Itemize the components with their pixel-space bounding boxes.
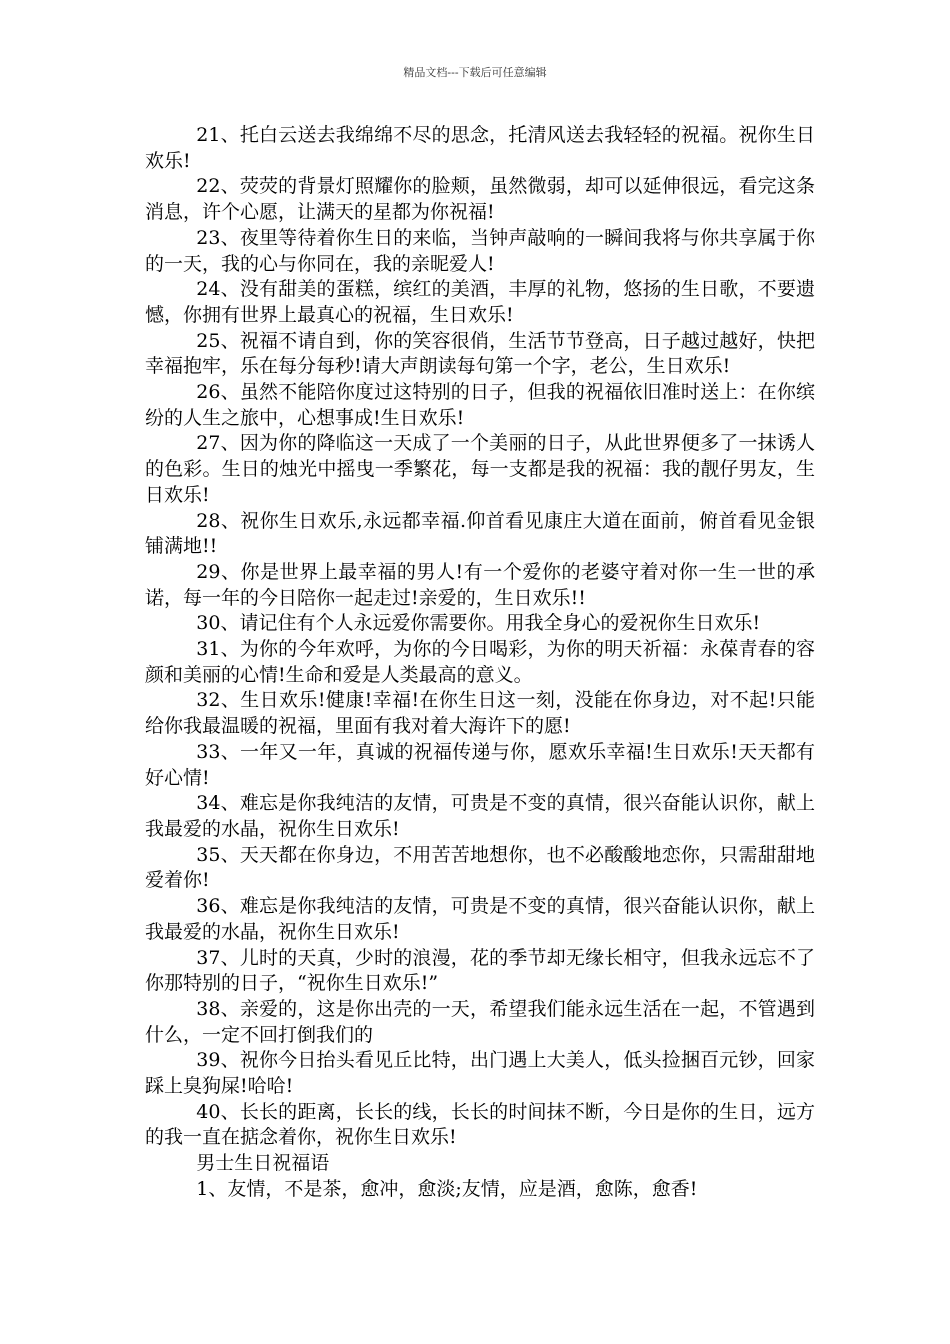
document-body (145, 123, 815, 1203)
paragraph-37: 37、儿时的天真，少时的浪漫，花的季节却无缘长相守，但我永远忘不了你那特别的日子，“祝你生日欢乐!” (145, 946, 815, 995)
paragraph-35: 35、天天都在你身边，不用苦苦地想你，也不必酸酸地恋你，只需甜甜地爱着你! (145, 843, 815, 892)
paragraph-29: 29、你是世界上最幸福的男人!有一个爱你的老婆守着对你一生一世的承诺，每一年的今日陪你一起走过!亲爱的，生日欢乐!! (145, 560, 815, 609)
section-heading: 男士生日祝福语 (196, 1152, 330, 1175)
page-header: 精品文档---下载后可任意编辑 (403, 66, 547, 79)
paragraph-31: 31、为你的今年欢呼，为你的今日喝彩，为你的明天祈福：永葆青春的容颜和美丽的心情!生命和爱是人类最高的意义。 (145, 638, 815, 686)
paragraph-25: 25、祝福不请自到，你的笑容很俏，生活节节登高，日子越过越好，快把幸福抱牢，乐在每分每秒!请大声朗读每句第一个字，老公，生日欢乐! (145, 329, 815, 378)
paragraph-27: 27、因为你的降临这一天成了一个美丽的日子，从此世界便多了一抹诱人的色彩。生日的烛光中摇曳一季繁花，每一支都是我的祝福：我的靓仔男友，生日欢乐! (145, 432, 815, 506)
paragraph-men-1: 1、友情，不是茶，愈冲，愈淡;友情，应是酒，愈陈，愈香! (196, 1177, 698, 1200)
paragraph-34: 34、难忘是你我纯洁的友情，可贵是不变的真情，很兴奋能认识你，献上我最爱的水晶，祝你生日欢乐! (145, 792, 815, 840)
paragraph-39: 39、祝你今日抬头看见丘比特，出门遇上大美人，低头捡捆百元钞，回家踩上臭狗屎!哈哈! (145, 1049, 815, 1098)
paragraph-38: 38、亲爱的，这是你出壳的一天，希望我们能永远生活在一起，不管遇到什么，一定不回打倒我们的 (145, 997, 815, 1046)
paragraph-32: 32、生日欢乐!健康!幸福!在你生日这一刻，没能在你身边，对不起!只能给你我最温暖的祝福，里面有我对着大海许下的愿! (145, 689, 815, 738)
paragraph-28: 28、祝你生日欢乐,永远都幸福.仰首看见康庄大道在面前，俯首看见金银铺满地!! (145, 509, 815, 558)
paragraph-22: 22、荧荧的背景灯照耀你的脸颊，虽然微弱，却可以延伸很远，看完这条消息，许个心愿，让满天的星都为你祝福! (145, 175, 815, 224)
paragraph-30: 30、请记住有个人永远爱你需要你。用我全身心的爱祝你生日欢乐! (196, 612, 761, 635)
paragraph-24: 24、没有甜美的蛋糕，缤红的美酒，丰厚的礼物，悠扬的生日歌，不要遗憾，你拥有世界上最真心的祝福，生日欢乐! (145, 278, 815, 326)
paragraph-40: 40、长长的距离，长长的线，长长的时间抹不断，今日是你的生日，远方的我一直在掂念着你，祝你生日欢乐! (145, 1100, 815, 1149)
paragraph-26: 26、虽然不能陪你度过这特别的日子，但我的祝福依旧准时送上：在你缤纷的人生之旅中，心想事成!生日欢乐! (145, 381, 815, 429)
paragraph-21: 21、托白云送去我绵绵不尽的思念，托清风送去我轻轻的祝福。祝你生日欢乐! (145, 124, 815, 172)
paragraph-36: 36、难忘是你我纯洁的友情，可贵是不变的真情，很兴奋能认识你，献上我最爱的水晶，祝你生日欢乐! (145, 895, 815, 943)
paragraph-23: 23、夜里等待着你生日的来临，当钟声敲响的一瞬间我将与你共享属于你的一天，我的心与你同在，我的亲昵爱人! (145, 226, 815, 275)
paragraph-33: 33、一年又一年，真诚的祝福传递与你，愿欢乐幸福!生日欢乐!天天都有好心情! (145, 740, 815, 789)
